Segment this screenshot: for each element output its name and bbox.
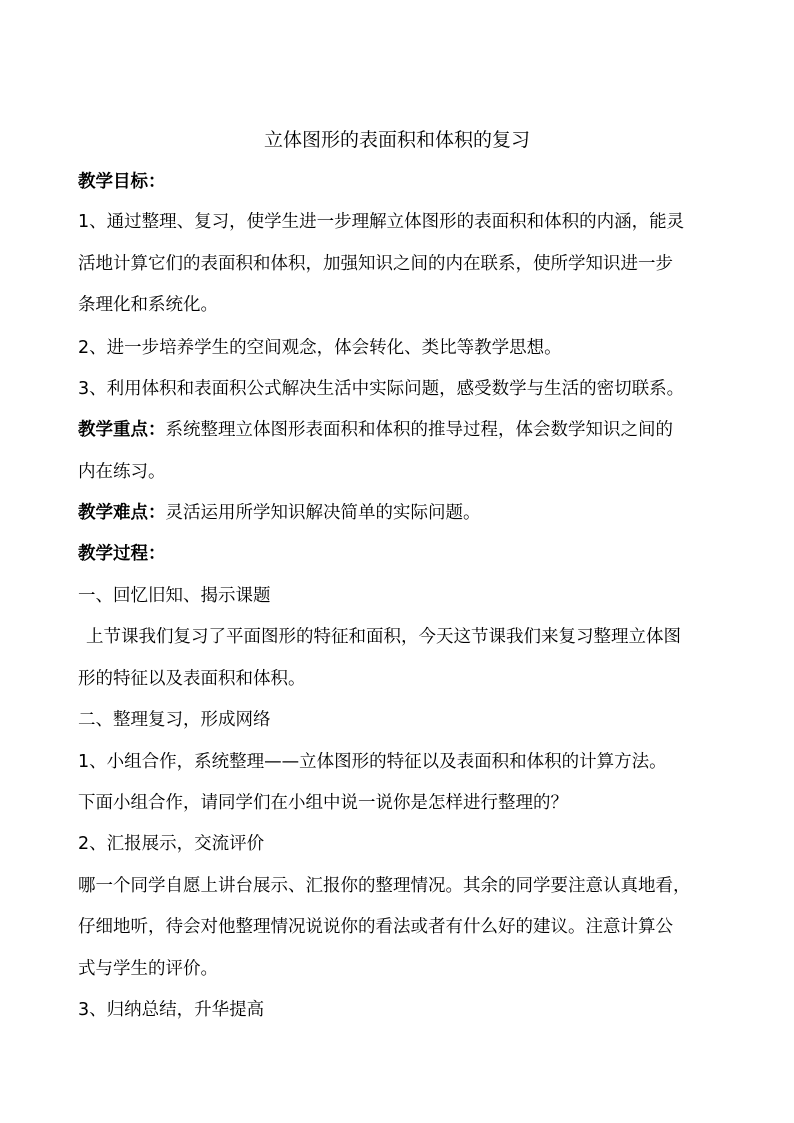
objective-3: 3、利用体积和表面积公式解决生活中实际问题，感受数学与生活的密切联系。 [78, 379, 685, 399]
difficulty-label: 教学难点： [78, 503, 166, 523]
section-1-line-1: 上节课我们复习了平面图形的特征和面积，今天这节课我们来复习整理立体图 [86, 627, 681, 647]
key-point-line-2: 内在练习。 [78, 462, 166, 482]
step-1: 1、小组合作，系统整理——立体图形的特征以及表面积和体积的计算方法。 [78, 752, 667, 772]
difficulty-text: 灵活运用所学知识解决简单的实际问题。 [165, 503, 481, 523]
objective-1-line-2: 活地计算它们的表面积和体积，加强知识之间的内在联系，使所学知识进一步 [78, 254, 673, 274]
section-1-heading: 一、回忆旧知、揭示课题 [78, 586, 271, 606]
difficulty-line [78, 499, 728, 527]
key-point-line-1 [78, 416, 728, 444]
document-title: 立体图形的表面积和体积的复习 [263, 129, 530, 151]
step-2-line-3: 式与学生的评价。 [78, 959, 218, 979]
step-3: 3、归纳总结，升华提高 [78, 1000, 265, 1020]
process-heading: 教学过程： [78, 544, 166, 564]
step-2: 2、汇报展示，交流评价 [78, 834, 265, 854]
objective-1-line-3: 条理化和系统化。 [78, 295, 218, 315]
key-point-text: 系统整理立体图形表面积和体积的推导过程，体会数学知识之间的 [165, 420, 673, 440]
step-2-line-2: 仔细地听，待会对他整理情况说说你的看法或者有什么好的建议。注意计算公 [78, 917, 673, 937]
objective-1-line-1: 1、通过整理、复习，使学生进一步理解立体图形的表面积和体积的内涵，能灵 [78, 212, 685, 232]
step-1-detail: 下面小组合作，请同学们在小组中说一说你是怎样进行整理的？ [78, 793, 568, 813]
key-point-label: 教学重点： [78, 420, 166, 440]
step-2-line-1: 哪一个同学自愿上讲台展示、汇报你的整理情况。其余的同学要注意认真地看， [78, 876, 691, 896]
objectives-heading: 教学目标： [78, 172, 166, 192]
objective-2: 2、进一步培养学生的空间观念，体会转化、类比等教学思想。 [78, 338, 562, 358]
section-2-heading: 二、整理复习，形成网络 [78, 710, 271, 730]
section-1-line-2: 形的特征以及表面积和体积。 [78, 669, 306, 689]
